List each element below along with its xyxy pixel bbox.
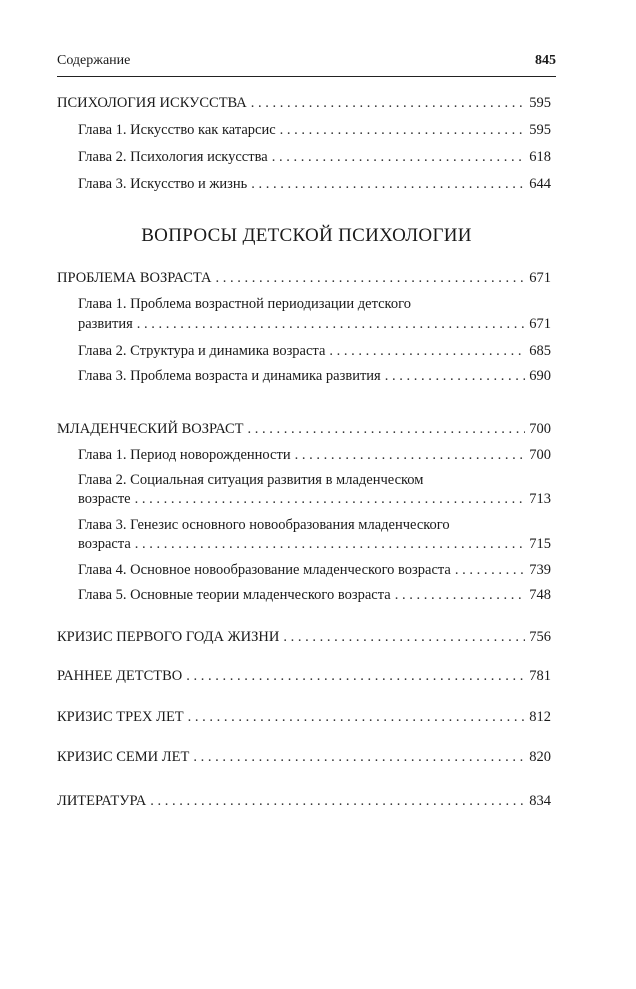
toc-chapter-page: 595 bbox=[529, 122, 551, 138]
toc-entry-title: КРИЗИС ТРЕХ ЛЕТ bbox=[57, 709, 184, 725]
leader-dots bbox=[135, 489, 526, 509]
toc-chapter[interactable] bbox=[78, 341, 551, 361]
toc-entry-page: 834 bbox=[529, 793, 551, 809]
toc-chapter[interactable] bbox=[78, 366, 551, 386]
toc-chapter-page: 700 bbox=[529, 447, 551, 463]
toc-chapter-title: Глава 3. Проблема возраста и динамика развития bbox=[78, 368, 381, 384]
toc-entry-page: 595 bbox=[529, 95, 551, 111]
toc-chapter-page: 739 bbox=[529, 562, 551, 578]
toc-chapter-title-line1[interactable]: Глава 1. Проблема возрастной периодизации детского bbox=[78, 296, 411, 312]
toc-entry-early-childhood[interactable] bbox=[57, 666, 551, 686]
toc-chapter-title-line2: возраста bbox=[78, 536, 131, 552]
table-of-contents-continued bbox=[57, 0, 551, 989]
toc-entry-literature[interactable] bbox=[57, 791, 551, 811]
toc-entry-page: 756 bbox=[529, 629, 551, 645]
toc-chapter-title-line2: развития bbox=[78, 316, 133, 332]
toc-chapter-title: Глава 1. Искусство как катарсис bbox=[78, 122, 276, 138]
toc-chapter-title: Глава 2. Структура и динамика возраста bbox=[78, 343, 326, 359]
leader-dots bbox=[150, 791, 525, 811]
toc-chapter[interactable] bbox=[78, 585, 551, 605]
toc-entry-title: ЛИТЕРАТУРА bbox=[57, 793, 147, 809]
leader-dots bbox=[193, 747, 525, 767]
toc-chapter-page: 713 bbox=[529, 491, 551, 507]
leader-dots bbox=[329, 341, 525, 361]
leader-dots bbox=[395, 585, 526, 605]
toc-chapter-page: 618 bbox=[529, 149, 551, 165]
leader-dots bbox=[283, 627, 525, 647]
toc-chapter[interactable] bbox=[78, 489, 551, 509]
toc-chapter[interactable] bbox=[78, 445, 551, 465]
toc-entry-crisis-first-year[interactable] bbox=[57, 627, 551, 647]
toc-chapter[interactable] bbox=[78, 314, 551, 334]
leader-dots bbox=[248, 419, 526, 439]
header-page-number: 845 bbox=[535, 53, 556, 68]
toc-chapter-page: 671 bbox=[529, 316, 551, 332]
leader-dots bbox=[188, 707, 526, 727]
toc-entry-title: КРИЗИС СЕМИ ЛЕТ bbox=[57, 749, 190, 765]
toc-entry-page: 671 bbox=[529, 270, 551, 286]
toc-entry-page: 781 bbox=[529, 668, 551, 684]
section-heading: ВОПРОСЫ ДЕТСКОЙ ПСИХОЛОГИИ bbox=[141, 225, 472, 246]
toc-entry-title: ПСИХОЛОГИЯ ИСКУССТВА bbox=[57, 95, 247, 111]
toc-chapter-title: Глава 2. Психология искусства bbox=[78, 149, 268, 165]
toc-chapter-page: 690 bbox=[529, 368, 551, 384]
leader-dots bbox=[135, 534, 525, 554]
toc-entry-title: РАННЕЕ ДЕТСТВО bbox=[57, 668, 183, 684]
leader-dots bbox=[295, 445, 526, 465]
leader-dots bbox=[186, 666, 525, 686]
leader-dots bbox=[455, 560, 525, 580]
toc-chapter-title-line1[interactable]: Глава 3. Генезис основного новообразования младенческого bbox=[78, 517, 450, 533]
toc-chapter-title: Глава 3. Искусство и жизнь bbox=[78, 176, 248, 192]
toc-entry-page: 700 bbox=[529, 421, 551, 437]
leader-dots bbox=[215, 268, 525, 288]
toc-entry-title: КРИЗИС ПЕРВОГО ГОДА ЖИЗНИ bbox=[57, 629, 280, 645]
toc-entry-page: 820 bbox=[529, 749, 551, 765]
toc-chapter-page: 685 bbox=[529, 343, 551, 359]
toc-chapter-page: 715 bbox=[529, 536, 551, 552]
toc-entry-title: ПРОБЛЕМА ВОЗРАСТА bbox=[57, 270, 212, 286]
toc-entry-problem-age[interactable] bbox=[57, 268, 551, 288]
toc-chapter[interactable] bbox=[78, 560, 551, 580]
toc-entry-title: МЛАДЕНЧЕСКИЙ ВОЗРАСТ bbox=[57, 421, 244, 437]
toc-chapter[interactable] bbox=[78, 534, 551, 554]
toc-chapter-title: Глава 5. Основные теории младенческого возраста bbox=[78, 587, 391, 603]
toc-chapter-title-line1[interactable]: Глава 2. Социальная ситуация развития в младенческом bbox=[78, 472, 424, 488]
toc-chapter-title: Глава 4. Основное новообразование младенческого возраста bbox=[78, 562, 451, 578]
toc-entry-crisis-seven[interactable] bbox=[57, 747, 551, 767]
toc-chapter-page: 644 bbox=[529, 176, 551, 192]
header-title: Содержание bbox=[57, 53, 131, 68]
toc-entry-page: 812 bbox=[529, 709, 551, 725]
leader-dots bbox=[385, 366, 526, 386]
toc-chapter-page: 748 bbox=[529, 587, 551, 603]
toc-entry-infancy[interactable] bbox=[57, 419, 551, 439]
toc-entry-crisis-three[interactable] bbox=[57, 707, 551, 727]
toc-chapter-title-line2: возрасте bbox=[78, 491, 131, 507]
toc-chapter-title: Глава 1. Период новорожденности bbox=[78, 447, 291, 463]
leader-dots bbox=[137, 314, 525, 334]
